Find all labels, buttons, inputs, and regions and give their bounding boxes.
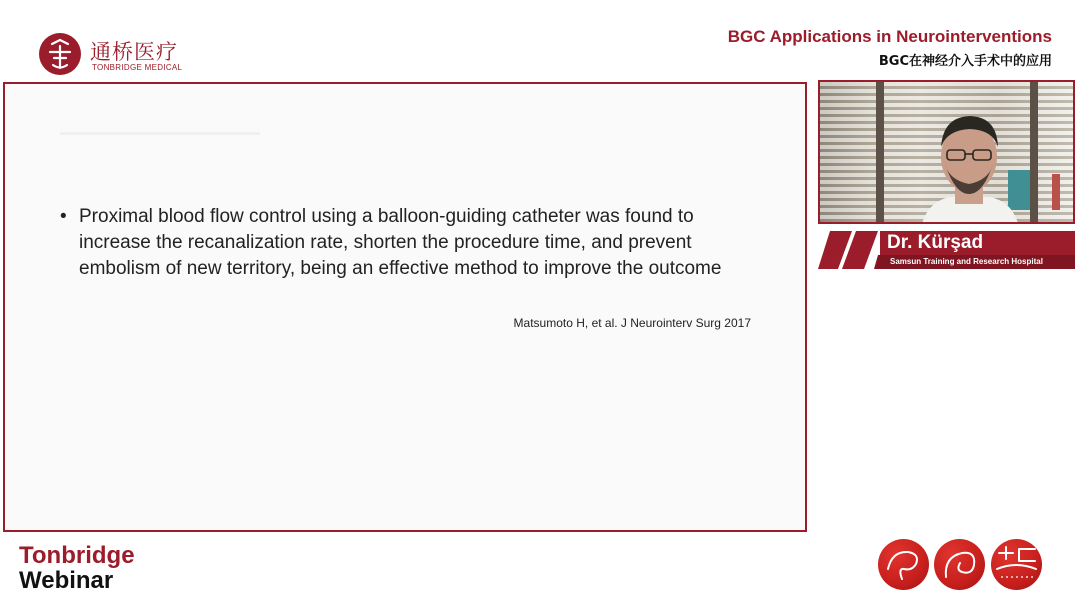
brand-line2: Webinar <box>19 567 114 594</box>
bullet-text: Proximal blood flow control using a balloon-guiding catheter was found to increase the recanalization rate, shorten the procedure time, and prevent embolism of new territory, being an effective method to improve the outcome <box>79 206 722 279</box>
red-circle-logo-1-icon <box>878 539 929 590</box>
red-circle-logo-3-icon <box>991 539 1042 590</box>
window-frame <box>876 82 884 222</box>
bullet-dot: • <box>60 206 67 227</box>
slide-citation: Matsumoto H, et al. J Neurointerv Surg 2017 <box>513 316 751 330</box>
webinar-title <box>728 27 1052 69</box>
presentation-slide <box>3 82 807 532</box>
logo-name-en: TONBRIDGE MEDICAL <box>92 63 183 72</box>
speaker-name: Dr. Kürşad <box>887 232 984 253</box>
tonbridge-logo-mark-icon <box>38 32 82 76</box>
speaker-hospital: Samsun Training and Research Hospital <box>890 257 1043 266</box>
brand-line1: Tonbridge <box>19 542 135 569</box>
partner-badges <box>876 539 1046 593</box>
speaker-name-banner <box>818 231 1075 269</box>
speaker-video <box>818 80 1075 224</box>
logo-name-cn: 通桥医疗 <box>90 40 178 64</box>
red-circle-logo-2-icon <box>934 539 985 590</box>
background-object <box>1052 174 1060 210</box>
tonbridge-webinar-brand <box>19 542 135 593</box>
title-cn: BGC在神经介入手术中的应用 <box>878 54 1052 69</box>
speaker-avatar <box>915 102 1025 224</box>
title-en: BGC Applications in Neurointerventions <box>727 27 1052 46</box>
slide-faint-line <box>60 132 260 135</box>
window-frame <box>1030 82 1038 222</box>
tonbridge-logo <box>38 32 183 76</box>
slide-bullet <box>60 204 780 282</box>
